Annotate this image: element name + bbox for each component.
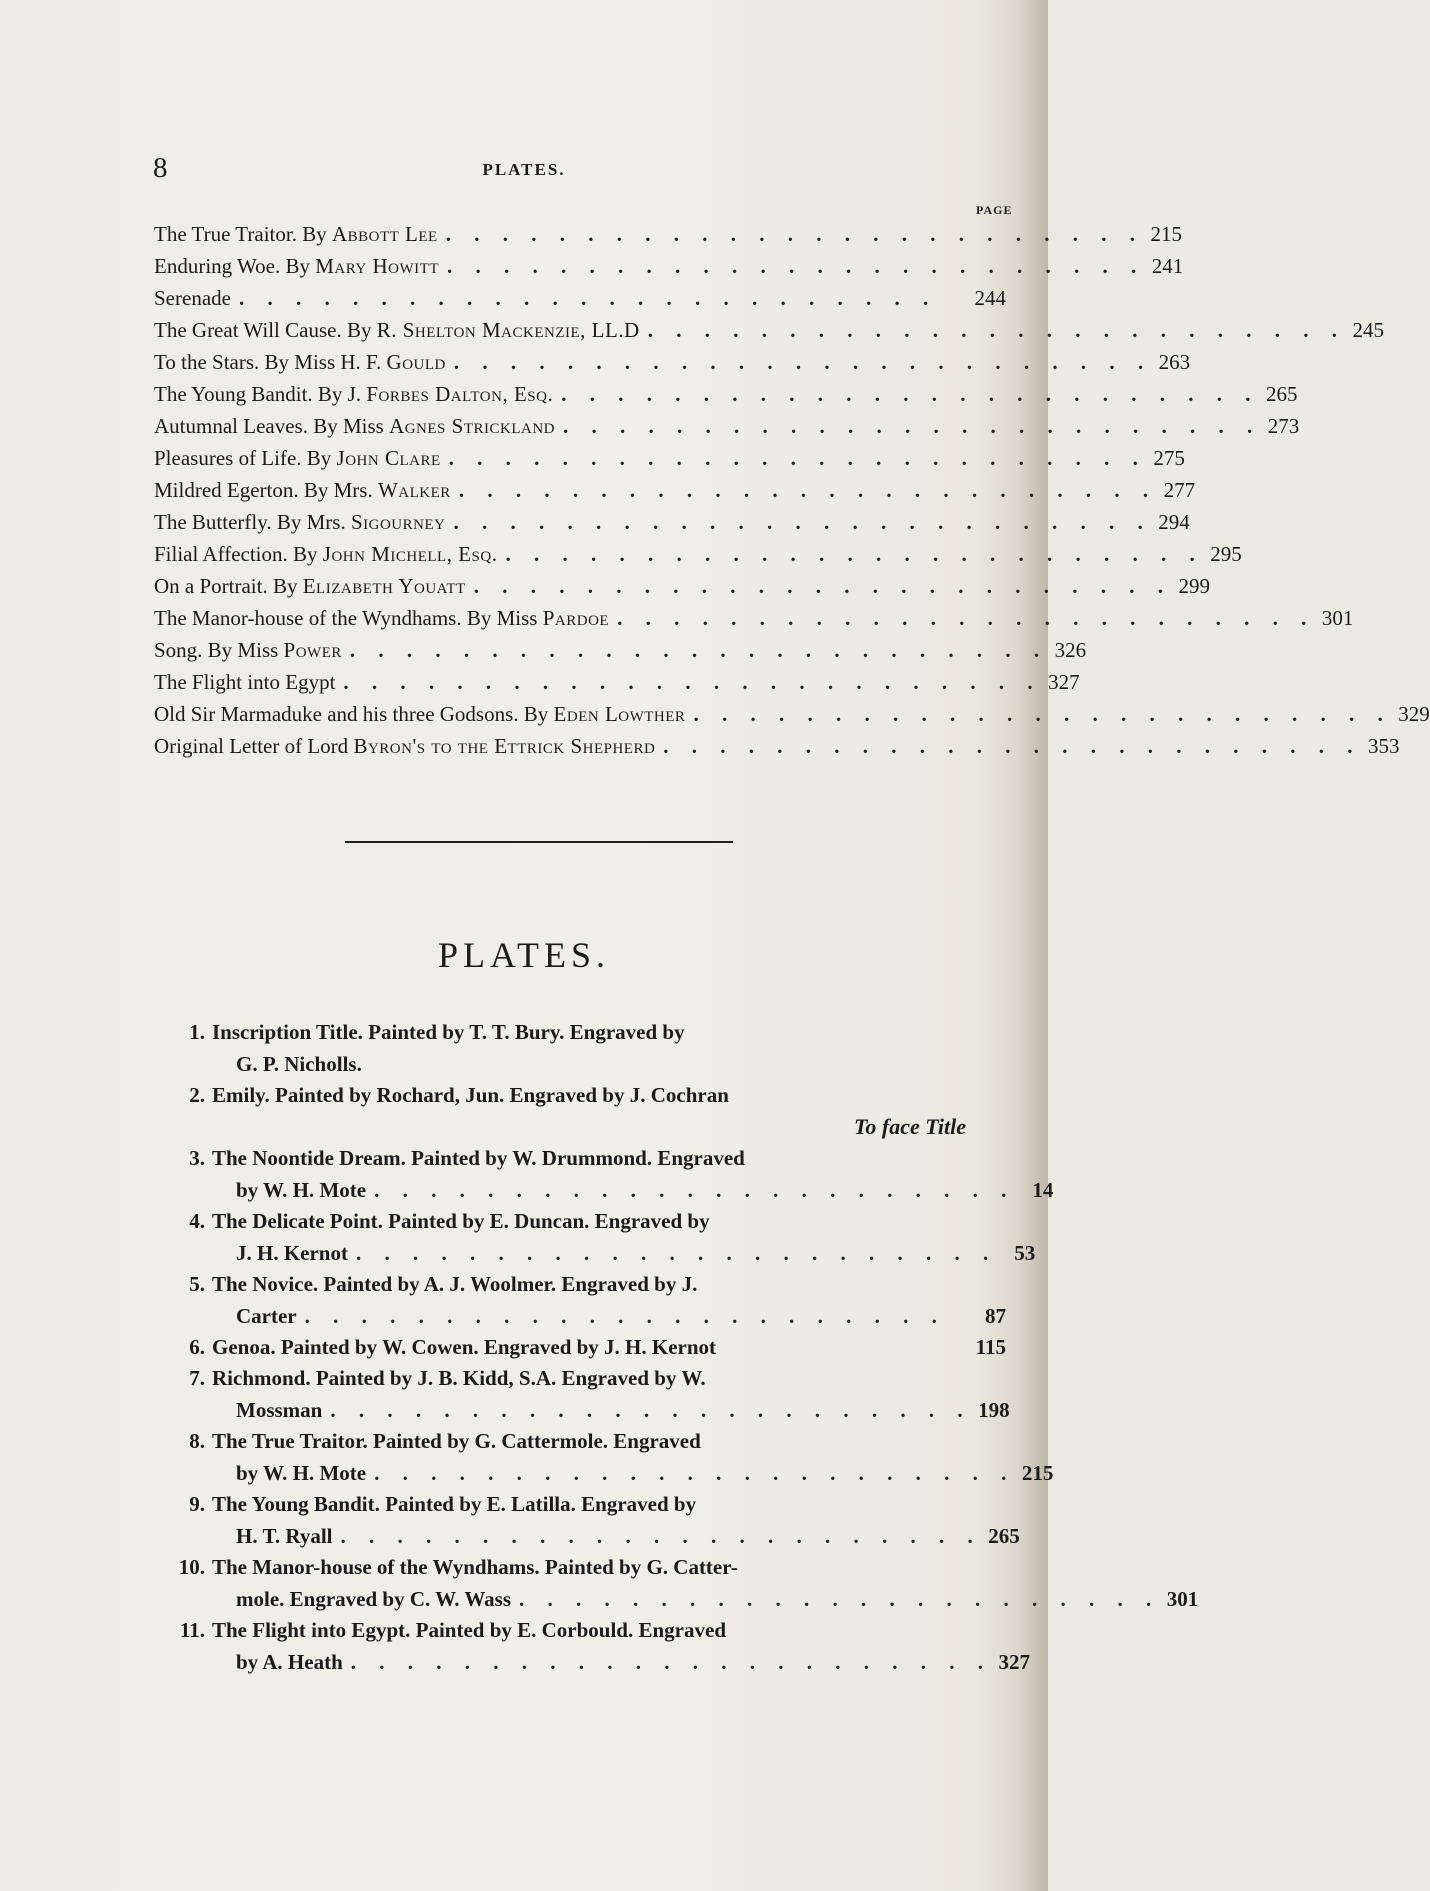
contents-entry bbox=[154, 734, 1400, 765]
leader-dots: . . . . . . . . . . . . . . . . . . . . . . . . . bbox=[473, 574, 1172, 598]
plate-description: Genoa. Painted by W. Cowen. Engraved by J. H. Kernot bbox=[212, 1335, 717, 1359]
plate-number: 3. bbox=[189, 1146, 205, 1170]
page-number: 8 bbox=[153, 152, 168, 184]
plate-number: 9. bbox=[189, 1492, 205, 1516]
entry-title: Original Letter of Lord bbox=[154, 734, 354, 758]
leader-dots: . . . . . . . . . . . . . . . . . . . . . . . . . bbox=[561, 382, 1260, 406]
plate-page-number: 14 bbox=[1032, 1178, 1054, 1202]
plate-engraver: G. P. Nicholls. bbox=[236, 1052, 362, 1076]
leader-dots: . . . . . . . . . . . . . . . . . . . . . . . bbox=[519, 1587, 1161, 1611]
entry-page-number: 329 bbox=[1398, 702, 1430, 726]
contents-entry bbox=[154, 638, 1087, 669]
leader-dots: . . . . . . . . . . . . . . . . . . . . . . . . . bbox=[663, 734, 1362, 758]
entry-author: John Clare bbox=[336, 446, 441, 470]
leader-dots: . . . . . . . . . . . . . . . . . . . . . . . bbox=[340, 1524, 982, 1548]
plate-number: 6. bbox=[189, 1335, 205, 1359]
plate-number: 5. bbox=[189, 1272, 205, 1296]
entry-author: Elizabeth Youatt bbox=[302, 574, 466, 598]
leader-dots: . . . . . . . . . . . . . . . . . . . . . . . . . bbox=[453, 350, 1153, 374]
entry-author: Walker bbox=[377, 478, 451, 502]
entry-page-number: 273 bbox=[1267, 414, 1300, 438]
contents-entry bbox=[154, 606, 1354, 637]
plate-description: Inscription Title. Painted by T. T. Bury. Engraved by bbox=[212, 1020, 685, 1044]
contents-entry bbox=[154, 446, 1185, 477]
leader-dots: . . . . . . . . . . . . . . . . . . . . . . . . . bbox=[617, 606, 1316, 630]
plate-page-number: 265 bbox=[988, 1524, 1020, 1548]
contents-entry bbox=[154, 286, 1006, 317]
leader-dots: . . . . . . . . . . . . . . . . . . . . . . . bbox=[374, 1178, 1016, 1202]
to-face-title-label: To face Title bbox=[854, 1114, 966, 1139]
plate-number: 11. bbox=[179, 1618, 205, 1642]
entry-page-number: 326 bbox=[1054, 638, 1087, 662]
plate-page-number: 198 bbox=[978, 1398, 1010, 1422]
entry-author: Power bbox=[283, 638, 342, 662]
entry-page-number: 275 bbox=[1153, 446, 1185, 470]
entry-page-number: 244 bbox=[974, 286, 1006, 310]
plate-number: 4. bbox=[189, 1209, 205, 1233]
plate-page-number: 87 bbox=[985, 1304, 1006, 1328]
entry-title: The Great Will Cause. By bbox=[154, 318, 377, 342]
leader-dots: . . . . . . . . . . . . . . . . . . . . . . . . . bbox=[238, 286, 938, 310]
entry-page-number: 241 bbox=[1151, 254, 1184, 278]
plates-heading: PLATES. bbox=[437, 935, 611, 975]
entry-title: Filial Affection. By bbox=[154, 542, 323, 566]
running-head: PLATES. bbox=[482, 160, 566, 179]
entry-author: John Michell, Esq. bbox=[322, 542, 498, 566]
contents-entry bbox=[154, 542, 1242, 573]
entry-page-number: 215 bbox=[1150, 222, 1182, 246]
entry-page-number: 294 bbox=[1158, 510, 1190, 534]
entry-author: Sigourney bbox=[350, 510, 446, 534]
leader-dots: . . . . . . . . . . . . . . . . . . . . . . . bbox=[330, 1398, 972, 1422]
entry-title: The Young Bandit. By J. bbox=[154, 382, 367, 406]
entry-title: The Flight into Egypt bbox=[154, 670, 336, 694]
plate-page-number: 53 bbox=[1014, 1241, 1036, 1265]
plate-description: The Young Bandit. Painted by E. Latilla. Engraved by bbox=[212, 1492, 697, 1516]
entry-title: Old Sir Marmaduke and his three Godsons. By bbox=[154, 702, 554, 726]
plate-description: Emily. Painted by Rochard, Jun. Engraved by J. Cochran bbox=[212, 1083, 729, 1107]
plate-engraver: Carter bbox=[236, 1304, 297, 1328]
entry-author: Pardoe bbox=[542, 606, 610, 630]
entry-title: Serenade bbox=[154, 286, 231, 310]
plate-page-number: 327 bbox=[998, 1650, 1031, 1674]
contents-entry bbox=[154, 350, 1191, 381]
plate-description: The Novice. Painted by A. J. Woolmer. Engraved by J. bbox=[212, 1272, 698, 1296]
contents-entry bbox=[154, 510, 1190, 541]
entry-title: The Butterfly. By Mrs. bbox=[154, 510, 351, 534]
entry-page-number: 265 bbox=[1265, 382, 1298, 406]
entry-page-number: 301 bbox=[1321, 606, 1354, 630]
leader-dots: . . . . . . . . . . . . . . . . . . . . . . . bbox=[374, 1461, 1016, 1485]
plate-description: The Flight into Egypt. Painted by E. Corbould. Engraved bbox=[212, 1618, 726, 1642]
entry-author: Mary Howitt bbox=[315, 254, 439, 278]
plate-engraver: H. T. Ryall bbox=[236, 1524, 333, 1548]
plate-engraver: Mossman bbox=[236, 1398, 323, 1422]
plate-description: The Manor-house of the Wyndhams. Painted by G. Catter- bbox=[212, 1555, 738, 1579]
plate-number: 7. bbox=[189, 1366, 205, 1390]
contents-entry bbox=[154, 254, 1184, 285]
plate-page-number: 215 bbox=[1021, 1461, 1054, 1485]
contents-entry bbox=[154, 414, 1300, 445]
entry-page-number: 245 bbox=[1352, 318, 1384, 342]
entry-title: To the Stars. By Miss H. F. bbox=[154, 350, 387, 374]
entry-title: Autumnal Leaves. By Miss bbox=[154, 414, 390, 438]
leader-dots: . . . . . . . . . . . . . . . . . . . . . . . . . bbox=[563, 414, 1262, 438]
plate-engraver: by W. H. Mote bbox=[236, 1461, 367, 1485]
entry-author: Gould bbox=[386, 350, 446, 374]
contents-entry bbox=[154, 478, 1196, 509]
entry-author: Eden Lowther bbox=[553, 702, 686, 726]
leader-dots: . . . . . . . . . . . . . . . . . . . . . . . . . bbox=[693, 702, 1392, 726]
plate-description: The True Traitor. Painted by G. Cattermole. Engraved bbox=[212, 1429, 701, 1453]
plate-number: 1. bbox=[189, 1020, 205, 1044]
plate-description: The Noontide Dream. Painted by W. Drummond. Engraved bbox=[212, 1146, 745, 1170]
plate-description: Richmond. Painted by J. B. Kidd, S.A. Engraved by W. bbox=[212, 1366, 706, 1390]
entry-title: Enduring Woe. By bbox=[154, 254, 316, 278]
plate-number: 8. bbox=[189, 1429, 205, 1453]
leader-dots: . . . . . . . . . . . . . . . . . . . . . . . bbox=[304, 1304, 946, 1328]
entry-author: Byron's to the Ettrick Shepherd bbox=[353, 734, 656, 758]
leader-dots: . . . . . . . . . . . . . . . . . . . . . . . . . bbox=[647, 318, 1346, 342]
entry-author: Abbott Lee bbox=[331, 222, 438, 246]
plate-engraver: mole. Engraved by C. W. Wass bbox=[236, 1587, 511, 1611]
leader-dots: . . . . . . . . . . . . . . . . . . . . . . . . . bbox=[458, 478, 1158, 502]
plate-engraver: J. H. Kernot bbox=[236, 1241, 348, 1265]
contents-entry bbox=[154, 382, 1298, 413]
entry-title: Pleasures of Life. By bbox=[154, 446, 337, 470]
leader-dots: . . . . . . . . . . . . . . . . . . . . . . . bbox=[355, 1241, 998, 1265]
contents-entry bbox=[154, 318, 1384, 349]
plate-engraver: by A. Heath bbox=[236, 1650, 343, 1674]
leader-dots: . . . . . . . . . . . . . . . . . . . . . . . . . bbox=[445, 222, 1144, 246]
entry-title: The Manor-house of the Wyndhams. By Miss bbox=[154, 606, 543, 630]
plate-page-number: 115 bbox=[975, 1335, 1006, 1359]
plate-description: The Delicate Point. Painted by E. Duncan. Engraved by bbox=[212, 1209, 710, 1233]
page-column-heading: PAGE bbox=[976, 203, 1013, 217]
plate-engraver: by W. H. Mote bbox=[236, 1178, 367, 1202]
leader-dots: . . . . . . . . . . . . . . . . . . . . . . . bbox=[350, 1650, 993, 1674]
contents-entry bbox=[154, 670, 1080, 701]
contents-entry bbox=[154, 574, 1210, 605]
section-divider bbox=[345, 841, 733, 843]
entry-page-number: 353 bbox=[1368, 734, 1400, 758]
entry-page-number: 295 bbox=[1210, 542, 1242, 566]
entry-page-number: 263 bbox=[1158, 350, 1191, 374]
plate-number: 2. bbox=[189, 1083, 205, 1107]
entry-title: The True Traitor. By bbox=[154, 222, 332, 246]
leader-dots: . . . . . . . . . . . . . . . . . . . . . . . . . bbox=[505, 542, 1204, 566]
entry-title: Mildred Egerton. By Mrs. bbox=[154, 478, 378, 502]
entry-page-number: 299 bbox=[1178, 574, 1210, 598]
leader-dots: . . . . . . . . . . . . . . . . . . . . . . . . . bbox=[448, 446, 1147, 470]
entry-author: R. Shelton Mackenzie, LL.D bbox=[376, 318, 640, 342]
leader-dots: . . . . . . . . . . . . . . . . . . . . . . . . . bbox=[453, 510, 1152, 534]
leader-dots: . . . . . . . . . . . . . . . . . . . . . . . . . bbox=[447, 254, 1146, 278]
entry-page-number: 327 bbox=[1048, 670, 1080, 694]
contents-entry bbox=[154, 222, 1182, 253]
entry-author: Agnes Strickland bbox=[389, 414, 555, 438]
entry-author: Forbes Dalton, Esq. bbox=[366, 382, 554, 406]
contents-entry bbox=[154, 702, 1430, 733]
leader-dots: . . . . . . . . . . . . . . . . . . . . . . . . . bbox=[349, 638, 1049, 662]
entry-title: Song. By Miss bbox=[154, 638, 284, 662]
leader-dots: . . . . . . . . . . . . . . . . . . . . . . . . . bbox=[343, 670, 1042, 694]
plate-number: 10. bbox=[178, 1555, 205, 1579]
plate-page-number: 301 bbox=[1166, 1587, 1199, 1611]
entry-title: On a Portrait. By bbox=[154, 574, 303, 598]
entry-page-number: 277 bbox=[1163, 478, 1196, 502]
